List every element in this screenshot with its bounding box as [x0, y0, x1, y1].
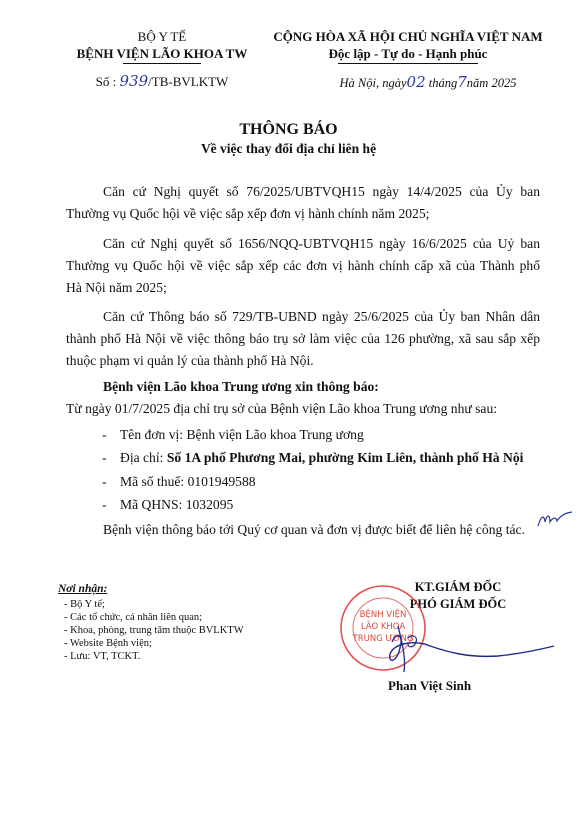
- hospital-name: BỆNH VIỆN LÃO KHOA TW: [76, 46, 248, 61]
- document-subtitle: Về việc thay đổi địa chỉ liên hệ: [200, 141, 377, 156]
- recipients-block: [58, 583, 318, 663]
- list-item-tax: - Mã số thuế: 0101949588: [102, 474, 256, 489]
- recipient-item: - Khoa, phòng, trung tâm thuộc BVLKTW: [64, 625, 244, 636]
- recipient-item: - Các tổ chức, cá nhân liên quan;: [64, 612, 203, 623]
- basis-2-line3: Hà Nội năm 2025;: [66, 280, 167, 295]
- stamp-text: BỆNH VIỆN LÃO KHOA TRUNG ƯƠNG: [352, 610, 414, 644]
- basis-3-line3: thuộc phạm vi quản lý của thành phố Hà Nội.: [66, 353, 314, 368]
- header-right: [258, 28, 558, 91]
- address-value: Số 1A phố Phương Mai, phường Kim Liên, thành phố Hà Nội: [166, 450, 524, 465]
- signer-name: Phan Việt Sinh: [388, 678, 472, 693]
- list-item-qhns: - Mã QHNS: 1032095: [102, 497, 234, 512]
- announce-line: Bệnh viện Lão khoa Trung ương xin thông báo:: [103, 379, 379, 394]
- basis-3-line2: thành phố Hà Nội về việc thông báo trụ sở làm việc của 126 phường, xã sau sắp xếp: [66, 331, 540, 346]
- signer-title-2: PHÓ GIÁM ĐỐC: [409, 597, 507, 611]
- recipient-item: - Bộ Y tế;: [64, 599, 105, 610]
- document-title: THÔNG BÁO: [239, 121, 338, 138]
- basis-1-line2: Thường vụ Quốc hội về việc sắp xếp đơn vị hành chính năm 2025;: [66, 206, 430, 221]
- national-motto: Độc lập - Tự do - Hạnh phúc: [328, 46, 488, 61]
- recipients-heading: Nơi nhận:: [58, 583, 108, 595]
- recipient-item: - Lưu: VT, TCKT.: [64, 651, 141, 662]
- closing-line: Bệnh viện thông báo tới Quý cơ quan và đơn vị được biết để liên hệ công tác.: [103, 522, 525, 537]
- document-number: Số : 939/TB-BVLKTW: [95, 72, 229, 90]
- handwritten-number: 939: [119, 72, 149, 90]
- basis-1-line1: Căn cứ Nghị quyết số 76/2025/UBTVQH15 ngày 14/4/2025 của Ủy ban: [103, 184, 540, 199]
- basis-3-line1: Căn cứ Thông báo số 729/TB-UBND ngày 25/6/2025 của Ủy ban Nhân dân: [103, 309, 540, 324]
- hospital-underline: [123, 63, 201, 64]
- list-item-address: - Địa chỉ: Số 1A phố Phương Mai, phường Kim Liên, thành phố Hà Nội: [102, 450, 524, 465]
- initials-scribble: [535, 508, 575, 532]
- document-date: Hà Nội, ngày02 tháng7năm 2025: [339, 73, 517, 91]
- motto-underline: [338, 63, 478, 64]
- list-item-unit: - Tên đơn vị: Bệnh viện Lão khoa Trung ương: [102, 427, 364, 442]
- recipient-item: - Website Bệnh viện;: [64, 638, 152, 649]
- basis-2-line1: Căn cứ Nghị quyết số 1656/NQQ-UBTVQH15 ngày 16/6/2025 của Uỷ ban: [103, 236, 540, 251]
- ministry-name: BỘ Y TẾ: [137, 29, 187, 44]
- nation-name: CỘNG HÒA XÃ HỘI CHỦ NGHĨA VIỆT NAM: [273, 29, 543, 44]
- handwritten-signature: [378, 612, 558, 682]
- signer-title-1: KT.GIÁM ĐỐC: [414, 580, 502, 594]
- header-left: [62, 28, 262, 90]
- basis-2-line2: Thường vụ Quốc hội về việc sắp xếp các đơn vị hành chính cấp xã của Thành phố: [66, 258, 540, 273]
- effective-date-line: Từ ngày 01/7/2025 địa chỉ trụ sở của Bệnh viện Lão khoa Trung ương như sau:: [66, 401, 498, 416]
